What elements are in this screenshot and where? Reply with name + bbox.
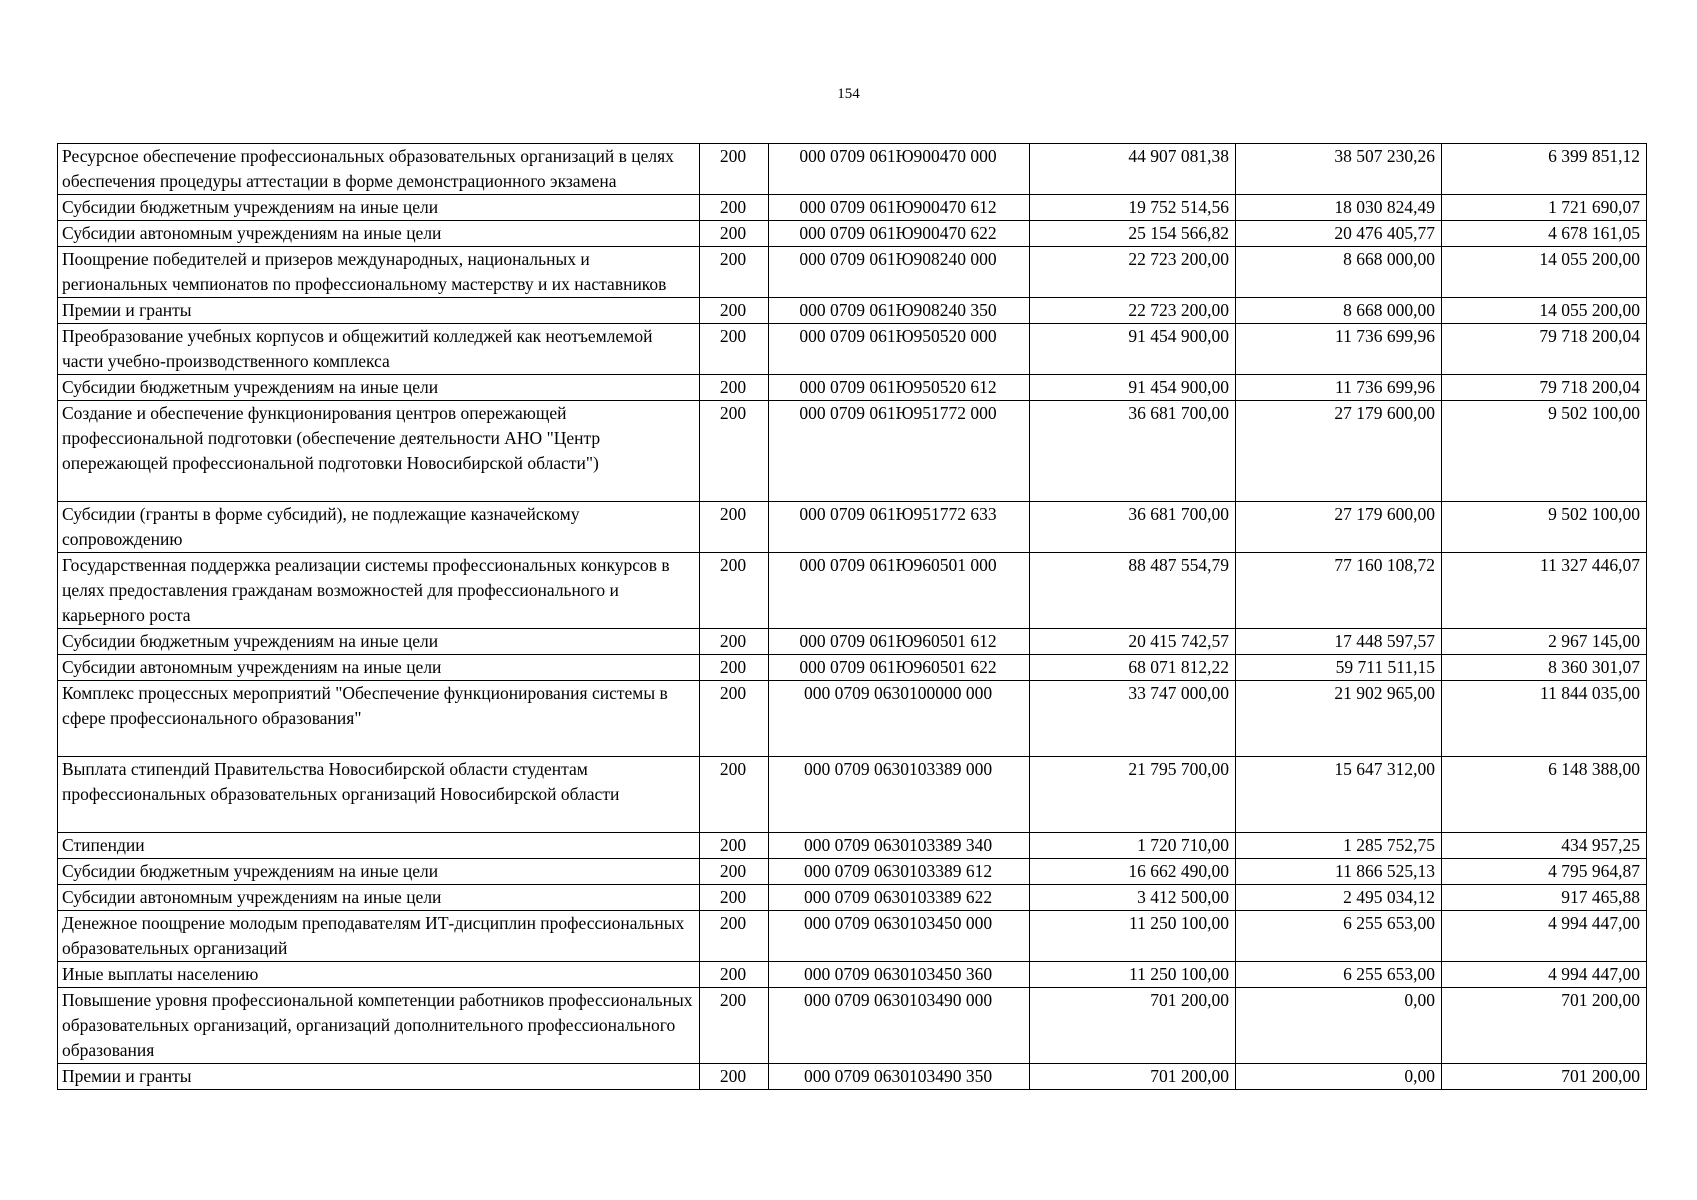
approved-amount-cell: 1 720 710,00 xyxy=(1030,833,1236,859)
remaining-amount-cell: 14 055 200,00 xyxy=(1442,298,1647,324)
table-row xyxy=(58,324,1647,375)
executed-amount-cell: 0,00 xyxy=(1236,1064,1442,1090)
row-name-cell: Премии и гранты xyxy=(58,298,700,324)
row-name-cell: Выплата стипендий Правительства Новосибирской области студентам профессиональных образовательных организаций Новосибирской области xyxy=(58,757,700,833)
remaining-amount-cell: 2 967 145,00 xyxy=(1442,629,1647,655)
table-row xyxy=(58,757,1647,833)
remaining-amount-cell: 1 721 690,07 xyxy=(1442,195,1647,221)
admin-code-cell: 200 xyxy=(700,298,769,324)
admin-code-cell: 200 xyxy=(700,629,769,655)
classification-code-cell: 000 0709 061Ю900470 000 xyxy=(769,144,1030,195)
executed-amount-cell: 11 736 699,96 xyxy=(1236,375,1442,401)
table-row xyxy=(58,401,1647,502)
row-name-cell: Премии и гранты xyxy=(58,1064,700,1090)
row-name-cell: Преобразование учебных корпусов и общежитий колледжей как неотъемлемой части учебно-производственного комплекса xyxy=(58,324,700,375)
approved-amount-cell: 44 907 081,38 xyxy=(1030,144,1236,195)
table-row xyxy=(58,298,1647,324)
approved-amount-cell: 701 200,00 xyxy=(1030,988,1236,1064)
classification-code-cell: 000 0709 061Ю908240 350 xyxy=(769,298,1030,324)
admin-code-cell: 200 xyxy=(700,655,769,681)
remaining-amount-cell: 701 200,00 xyxy=(1442,1064,1647,1090)
row-name-cell: Субсидии бюджетным учреждениям на иные цели xyxy=(58,859,700,885)
table-row xyxy=(58,911,1647,962)
table-row xyxy=(58,221,1647,247)
remaining-amount-cell: 79 718 200,04 xyxy=(1442,375,1647,401)
row-name-cell: Поощрение победителей и призеров международных, национальных и региональных чемпионатов по профессиональному мастерству и их наставников xyxy=(58,247,700,298)
classification-code-cell: 000 0709 0630103490 000 xyxy=(769,988,1030,1064)
classification-code-cell: 000 0709 061Ю950520 612 xyxy=(769,375,1030,401)
remaining-amount-cell: 917 465,88 xyxy=(1442,885,1647,911)
row-name-cell: Денежное поощрение молодым преподавателям ИТ-дисциплин профессиональных образовательных организаций xyxy=(58,911,700,962)
executed-amount-cell: 6 255 653,00 xyxy=(1236,962,1442,988)
table-row xyxy=(58,502,1647,553)
remaining-amount-cell: 11 844 035,00 xyxy=(1442,681,1647,757)
table-row xyxy=(58,962,1647,988)
classification-code-cell: 000 0709 0630103450 000 xyxy=(769,911,1030,962)
remaining-amount-cell: 8 360 301,07 xyxy=(1442,655,1647,681)
row-name-cell: Субсидии автономным учреждениям на иные цели xyxy=(58,655,700,681)
row-name-cell: Ресурсное обеспечение профессиональных образовательных организаций в целях обеспечения процедуры аттестации в форме демонстрационного экзамена xyxy=(58,144,700,195)
admin-code-cell: 200 xyxy=(700,962,769,988)
row-name-cell: Субсидии бюджетным учреждениям на иные цели xyxy=(58,195,700,221)
executed-amount-cell: 38 507 230,26 xyxy=(1236,144,1442,195)
remaining-amount-cell: 4 795 964,87 xyxy=(1442,859,1647,885)
remaining-amount-cell: 434 957,25 xyxy=(1442,833,1647,859)
approved-amount-cell: 20 415 742,57 xyxy=(1030,629,1236,655)
classification-code-cell: 000 0709 061Ю908240 000 xyxy=(769,247,1030,298)
table-row xyxy=(58,247,1647,298)
executed-amount-cell: 77 160 108,72 xyxy=(1236,553,1442,629)
row-name-cell: Создание и обеспечение функционирования центров опережающей профессиональной подготовки (обеспечение деятельности АНО "Центр опережающей профессиональной подготовки Новосибирской области") xyxy=(58,401,700,502)
remaining-amount-cell: 14 055 200,00 xyxy=(1442,247,1647,298)
executed-amount-cell: 59 711 511,15 xyxy=(1236,655,1442,681)
remaining-amount-cell: 79 718 200,04 xyxy=(1442,324,1647,375)
table-row xyxy=(58,1064,1647,1090)
table-body xyxy=(58,144,1647,1090)
table-row xyxy=(58,629,1647,655)
approved-amount-cell: 22 723 200,00 xyxy=(1030,247,1236,298)
executed-amount-cell: 27 179 600,00 xyxy=(1236,502,1442,553)
row-name-cell: Субсидии бюджетным учреждениям на иные цели xyxy=(58,375,700,401)
classification-code-cell: 000 0709 061Ю960501 622 xyxy=(769,655,1030,681)
executed-amount-cell: 2 495 034,12 xyxy=(1236,885,1442,911)
classification-code-cell: 000 0709 061Ю951772 633 xyxy=(769,502,1030,553)
executed-amount-cell: 1 285 752,75 xyxy=(1236,833,1442,859)
executed-amount-cell: 8 668 000,00 xyxy=(1236,247,1442,298)
classification-code-cell: 000 0709 0630103490 350 xyxy=(769,1064,1030,1090)
classification-code-cell: 000 0709 0630103450 360 xyxy=(769,962,1030,988)
approved-amount-cell: 16 662 490,00 xyxy=(1030,859,1236,885)
row-name-cell: Субсидии автономным учреждениям на иные цели xyxy=(58,221,700,247)
approved-amount-cell: 3 412 500,00 xyxy=(1030,885,1236,911)
admin-code-cell: 200 xyxy=(700,859,769,885)
classification-code-cell: 000 0709 061Ю960501 000 xyxy=(769,553,1030,629)
classification-code-cell: 000 0709 0630103389 340 xyxy=(769,833,1030,859)
row-name-cell: Повышение уровня профессиональной компетенции работников профессиональных образовательных организаций, организаций дополнительного профессионального образования xyxy=(58,988,700,1064)
page-number: 154 xyxy=(837,86,860,102)
approved-amount-cell: 19 752 514,56 xyxy=(1030,195,1236,221)
classification-code-cell: 000 0709 061Ю951772 000 xyxy=(769,401,1030,502)
executed-amount-cell: 15 647 312,00 xyxy=(1236,757,1442,833)
table-row xyxy=(58,195,1647,221)
executed-amount-cell: 18 030 824,49 xyxy=(1236,195,1442,221)
table-row xyxy=(58,655,1647,681)
classification-code-cell: 000 0709 061Ю900470 622 xyxy=(769,221,1030,247)
remaining-amount-cell: 11 327 446,07 xyxy=(1442,553,1647,629)
remaining-amount-cell: 4 678 161,05 xyxy=(1442,221,1647,247)
approved-amount-cell: 91 454 900,00 xyxy=(1030,375,1236,401)
approved-amount-cell: 68 071 812,22 xyxy=(1030,655,1236,681)
row-name-cell: Комплекс процессных мероприятий "Обеспечение функционирования системы в сфере профессионального образования" xyxy=(58,681,700,757)
approved-amount-cell: 11 250 100,00 xyxy=(1030,911,1236,962)
table-row xyxy=(58,681,1647,757)
classification-code-cell: 000 0709 061Ю900470 612 xyxy=(769,195,1030,221)
budget-table xyxy=(57,143,1647,1090)
approved-amount-cell: 91 454 900,00 xyxy=(1030,324,1236,375)
approved-amount-cell: 11 250 100,00 xyxy=(1030,962,1236,988)
approved-amount-cell: 36 681 700,00 xyxy=(1030,502,1236,553)
table-row xyxy=(58,859,1647,885)
classification-code-cell: 000 0709 061Ю950520 000 xyxy=(769,324,1030,375)
executed-amount-cell: 11 866 525,13 xyxy=(1236,859,1442,885)
remaining-amount-cell: 4 994 447,00 xyxy=(1442,911,1647,962)
row-name-cell: Иные выплаты населению xyxy=(58,962,700,988)
executed-amount-cell: 6 255 653,00 xyxy=(1236,911,1442,962)
classification-code-cell: 000 0709 0630103389 612 xyxy=(769,859,1030,885)
row-name-cell: Стипендии xyxy=(58,833,700,859)
executed-amount-cell: 20 476 405,77 xyxy=(1236,221,1442,247)
table-row xyxy=(58,144,1647,195)
admin-code-cell: 200 xyxy=(700,553,769,629)
executed-amount-cell: 27 179 600,00 xyxy=(1236,401,1442,502)
admin-code-cell: 200 xyxy=(700,401,769,502)
remaining-amount-cell: 4 994 447,00 xyxy=(1442,962,1647,988)
executed-amount-cell: 17 448 597,57 xyxy=(1236,629,1442,655)
admin-code-cell: 200 xyxy=(700,502,769,553)
classification-code-cell: 000 0709 0630103389 622 xyxy=(769,885,1030,911)
approved-amount-cell: 25 154 566,82 xyxy=(1030,221,1236,247)
row-name-cell: Государственная поддержка реализации системы профессиональных конкурсов в целях предоставления гражданам возможностей для профессионального и карьерного роста xyxy=(58,553,700,629)
approved-amount-cell: 22 723 200,00 xyxy=(1030,298,1236,324)
admin-code-cell: 200 xyxy=(700,885,769,911)
approved-amount-cell: 33 747 000,00 xyxy=(1030,681,1236,757)
approved-amount-cell: 88 487 554,79 xyxy=(1030,553,1236,629)
admin-code-cell: 200 xyxy=(700,988,769,1064)
executed-amount-cell: 11 736 699,96 xyxy=(1236,324,1442,375)
executed-amount-cell: 0,00 xyxy=(1236,988,1442,1064)
table-row xyxy=(58,885,1647,911)
approved-amount-cell: 36 681 700,00 xyxy=(1030,401,1236,502)
approved-amount-cell: 21 795 700,00 xyxy=(1030,757,1236,833)
row-name-cell: Субсидии бюджетным учреждениям на иные цели xyxy=(58,629,700,655)
remaining-amount-cell: 9 502 100,00 xyxy=(1442,401,1647,502)
executed-amount-cell: 8 668 000,00 xyxy=(1236,298,1442,324)
admin-code-cell: 200 xyxy=(700,247,769,298)
remaining-amount-cell: 6 148 388,00 xyxy=(1442,757,1647,833)
table-row xyxy=(58,833,1647,859)
admin-code-cell: 200 xyxy=(700,681,769,757)
table-row xyxy=(58,988,1647,1064)
table-row xyxy=(58,553,1647,629)
admin-code-cell: 200 xyxy=(700,911,769,962)
table-row xyxy=(58,375,1647,401)
executed-amount-cell: 21 902 965,00 xyxy=(1236,681,1442,757)
row-name-cell: Субсидии (гранты в форме субсидий), не подлежащие казначейскому сопровождению xyxy=(58,502,700,553)
admin-code-cell: 200 xyxy=(700,221,769,247)
row-name-cell: Субсидии автономным учреждениям на иные цели xyxy=(58,885,700,911)
remaining-amount-cell: 9 502 100,00 xyxy=(1442,502,1647,553)
remaining-amount-cell: 701 200,00 xyxy=(1442,988,1647,1064)
admin-code-cell: 200 xyxy=(700,195,769,221)
classification-code-cell: 000 0709 0630103389 000 xyxy=(769,757,1030,833)
admin-code-cell: 200 xyxy=(700,757,769,833)
admin-code-cell: 200 xyxy=(700,375,769,401)
remaining-amount-cell: 6 399 851,12 xyxy=(1442,144,1647,195)
classification-code-cell: 000 0709 061Ю960501 612 xyxy=(769,629,1030,655)
admin-code-cell: 200 xyxy=(700,1064,769,1090)
approved-amount-cell: 701 200,00 xyxy=(1030,1064,1236,1090)
admin-code-cell: 200 xyxy=(700,324,769,375)
classification-code-cell: 000 0709 0630100000 000 xyxy=(769,681,1030,757)
admin-code-cell: 200 xyxy=(700,833,769,859)
admin-code-cell: 200 xyxy=(700,144,769,195)
